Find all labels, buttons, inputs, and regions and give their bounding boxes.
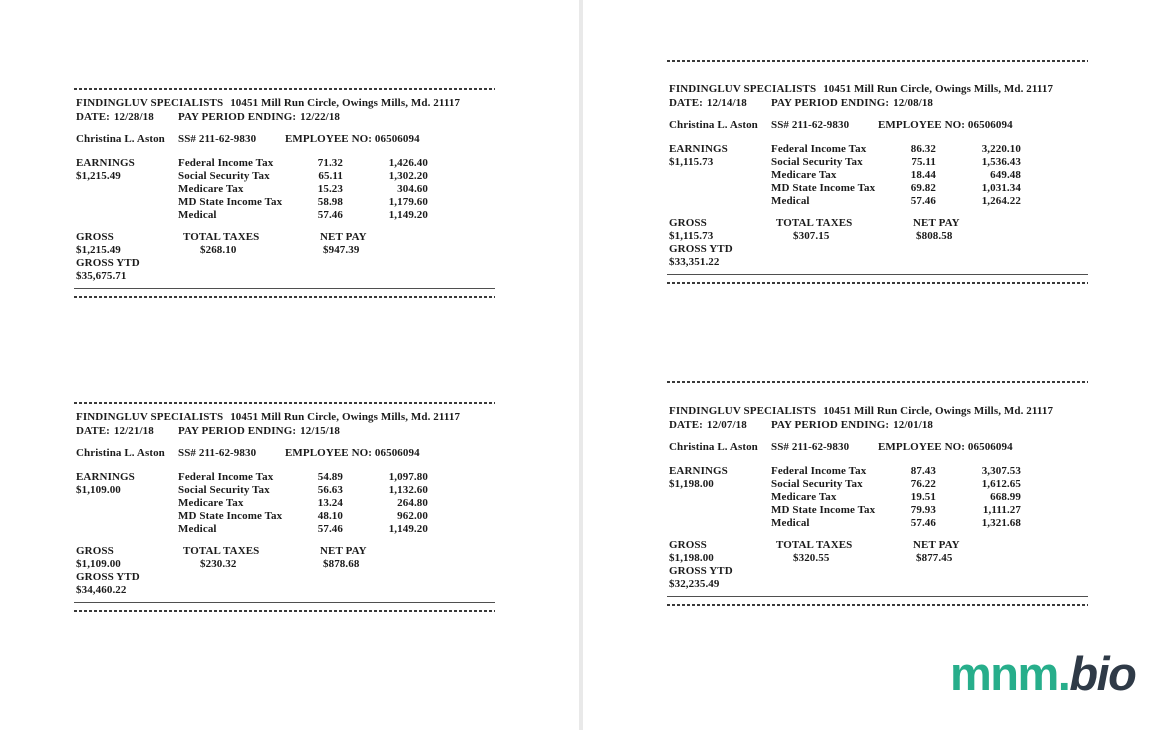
mnm-bio-logo xyxy=(950,647,1136,700)
company-name: FINDINGLUV SPECIALISTS xyxy=(76,411,224,423)
tax-label: Medicare Tax xyxy=(771,491,837,503)
employee-name: Christina L. Aston xyxy=(76,133,165,145)
tax-ytd: 668.99 xyxy=(990,491,1021,503)
employee-ssn: SS# 211-62-9830 xyxy=(771,119,850,131)
gross-ytd-label: GROSS YTD xyxy=(76,257,140,269)
tax-current: 71.32 xyxy=(317,157,343,169)
net-pay-label: NET PAY xyxy=(320,545,367,557)
gross-ytd-value: $32,235.49 xyxy=(669,578,720,590)
tax-current: 18.44 xyxy=(910,169,936,181)
pay-period-label: PAY PERIOD ENDING: xyxy=(178,425,297,437)
tax-current: 54.89 xyxy=(317,471,343,483)
paystub-bottom-left xyxy=(76,411,494,625)
tax-ytd: 649.48 xyxy=(990,169,1021,181)
date-value: 12/28/18 xyxy=(113,111,154,123)
company-address: 10451 Mill Run Circle, Owings Mills, Md. 21117 xyxy=(823,83,1054,95)
tax-current: 65.11 xyxy=(318,170,343,182)
gross-label: GROSS xyxy=(669,217,707,229)
dashed-separator-bottom xyxy=(667,282,1088,284)
total-taxes-label: TOTAL TAXES xyxy=(183,545,260,557)
tax-ytd: 1,264.22 xyxy=(981,195,1021,207)
tax-label: Medical xyxy=(771,517,810,529)
tax-current: 87.43 xyxy=(910,465,936,477)
tax-ytd: 1,111.27 xyxy=(982,504,1021,516)
separator-line xyxy=(74,288,495,289)
tax-current: 19.51 xyxy=(910,491,936,503)
earnings-label: EARNINGS xyxy=(76,157,135,169)
tax-label: MD State Income Tax xyxy=(771,182,876,194)
gross-value: $1,115.73 xyxy=(669,230,714,242)
total-taxes-value: $320.55 xyxy=(793,552,830,564)
tax-ytd: 304.60 xyxy=(397,183,428,195)
tax-current: 57.46 xyxy=(317,523,343,535)
tax-ytd: 264.80 xyxy=(397,497,428,509)
tax-current: 57.46 xyxy=(317,209,343,221)
company-address: 10451 Mill Run Circle, Owings Mills, Md. 21117 xyxy=(823,405,1054,417)
date-label: DATE: xyxy=(669,97,703,109)
tax-ytd: 3,220.10 xyxy=(981,143,1021,155)
tax-ytd: 1,536.43 xyxy=(981,156,1021,168)
pay-period-value: 12/15/18 xyxy=(300,425,341,437)
separator-line xyxy=(667,274,1088,275)
tax-ytd: 1,426.40 xyxy=(388,157,428,169)
earnings-label: EARNINGS xyxy=(669,465,728,477)
tax-label: Medical xyxy=(178,209,217,221)
tax-label: Medicare Tax xyxy=(178,183,244,195)
tax-current: 75.11 xyxy=(911,156,936,168)
logo-bio: bio xyxy=(1069,647,1136,700)
company-line xyxy=(76,411,460,424)
tax-ytd: 1,149.20 xyxy=(388,209,428,221)
tax-ytd: 1,149.20 xyxy=(388,523,428,535)
date-value: 12/21/18 xyxy=(113,425,154,437)
tax-label: Social Security Tax xyxy=(771,478,863,490)
employee-number: EMPLOYEE NO: 06506094 xyxy=(285,133,420,145)
date-line xyxy=(76,111,154,124)
company-name: FINDINGLUV SPECIALISTS xyxy=(76,97,224,109)
tax-label: Medical xyxy=(771,195,810,207)
gross-label: GROSS xyxy=(76,545,114,557)
tax-current: 48.10 xyxy=(317,510,343,522)
pay-period-value: 12/01/18 xyxy=(893,419,934,431)
pay-period-value: 12/22/18 xyxy=(300,111,341,123)
employee-number: EMPLOYEE NO: 06506094 xyxy=(285,447,420,459)
employee-number: EMPLOYEE NO: 06506094 xyxy=(878,119,1013,131)
tax-label: Federal Income Tax xyxy=(178,157,274,169)
company-address: 10451 Mill Run Circle, Owings Mills, Md. 21117 xyxy=(230,97,461,109)
total-taxes-label: TOTAL TAXES xyxy=(183,231,260,243)
pay-period-line xyxy=(771,97,933,110)
gross-ytd-label: GROSS YTD xyxy=(669,243,733,255)
dashed-separator-top xyxy=(74,88,495,90)
tax-current: 56.63 xyxy=(317,484,343,496)
dashed-separator-bottom xyxy=(667,604,1088,606)
net-pay-value: $877.45 xyxy=(916,552,953,564)
tax-ytd: 1,132.60 xyxy=(388,484,428,496)
pay-period-label: PAY PERIOD ENDING: xyxy=(771,97,890,109)
net-pay-value: $878.68 xyxy=(323,558,360,570)
dashed-separator-top xyxy=(667,381,1088,383)
tax-current: 15.23 xyxy=(317,183,343,195)
employee-ssn: SS# 211-62-9830 xyxy=(178,447,257,459)
net-pay-label: NET PAY xyxy=(913,217,960,229)
total-taxes-label: TOTAL TAXES xyxy=(776,217,853,229)
date-line xyxy=(669,419,747,432)
net-pay-label: NET PAY xyxy=(913,539,960,551)
tax-ytd: 1,612.65 xyxy=(981,478,1021,490)
earnings-amount: $1,115.73 xyxy=(669,156,714,168)
paystub-top-right xyxy=(669,83,1087,297)
earnings-label: EARNINGS xyxy=(76,471,135,483)
company-address: 10451 Mill Run Circle, Owings Mills, Md. 21117 xyxy=(230,411,461,423)
date-line xyxy=(76,425,154,438)
date-value: 12/14/18 xyxy=(706,97,747,109)
total-taxes-value: $230.32 xyxy=(200,558,237,570)
tax-label: Social Security Tax xyxy=(178,484,270,496)
total-taxes-label: TOTAL TAXES xyxy=(776,539,853,551)
employee-ssn: SS# 211-62-9830 xyxy=(178,133,257,145)
tax-label: Medicare Tax xyxy=(771,169,837,181)
tax-label: Social Security Tax xyxy=(178,170,270,182)
gross-ytd-value: $35,675.71 xyxy=(76,270,127,282)
tax-label: Federal Income Tax xyxy=(771,465,867,477)
tax-label: MD State Income Tax xyxy=(178,196,283,208)
tax-ytd: 1,302.20 xyxy=(388,170,428,182)
paystub-top-left xyxy=(76,97,494,311)
tax-ytd: 3,307.53 xyxy=(981,465,1021,477)
gross-value: $1,215.49 xyxy=(76,244,121,256)
date-value: 12/07/18 xyxy=(706,419,747,431)
date-line xyxy=(669,97,747,110)
gross-ytd-value: $34,460.22 xyxy=(76,584,127,596)
date-label: DATE: xyxy=(76,425,110,437)
gross-ytd-label: GROSS YTD xyxy=(76,571,140,583)
earnings-amount: $1,215.49 xyxy=(76,170,121,182)
tax-ytd: 1,179.60 xyxy=(388,196,428,208)
tax-current: 57.46 xyxy=(910,517,936,529)
dashed-separator-top xyxy=(74,402,495,404)
page-divider xyxy=(579,0,583,730)
employee-name: Christina L. Aston xyxy=(76,447,165,459)
tax-current: 58.98 xyxy=(317,196,343,208)
pay-period-value: 12/08/18 xyxy=(893,97,934,109)
dashed-separator-bottom xyxy=(74,296,495,298)
earnings-amount: $1,109.00 xyxy=(76,484,121,496)
tax-current: 69.82 xyxy=(910,182,936,194)
employee-number: EMPLOYEE NO: 06506094 xyxy=(878,441,1013,453)
company-line xyxy=(76,97,460,110)
total-taxes-value: $307.15 xyxy=(793,230,830,242)
tax-label: Social Security Tax xyxy=(771,156,863,168)
tax-current: 13.24 xyxy=(317,497,343,509)
separator-line xyxy=(74,602,495,603)
tax-label: MD State Income Tax xyxy=(771,504,876,516)
earnings-label: EARNINGS xyxy=(669,143,728,155)
gross-ytd-value: $33,351.22 xyxy=(669,256,720,268)
date-label: DATE: xyxy=(669,419,703,431)
gross-label: GROSS xyxy=(669,539,707,551)
pay-period-line xyxy=(178,111,340,124)
employee-name: Christina L. Aston xyxy=(669,441,758,453)
logo-mnm: mnm. xyxy=(950,647,1070,700)
tax-ytd: 962.00 xyxy=(397,510,428,522)
tax-label: Medicare Tax xyxy=(178,497,244,509)
company-line xyxy=(669,83,1053,96)
tax-label: Medical xyxy=(178,523,217,535)
gross-value: $1,198.00 xyxy=(669,552,714,564)
dashed-separator-bottom xyxy=(74,610,495,612)
tax-label: Federal Income Tax xyxy=(771,143,867,155)
pay-period-label: PAY PERIOD ENDING: xyxy=(771,419,890,431)
separator-line xyxy=(667,596,1088,597)
tax-current: 79.93 xyxy=(910,504,936,516)
net-pay-value: $947.39 xyxy=(323,244,360,256)
date-label: DATE: xyxy=(76,111,110,123)
pay-period-line xyxy=(178,425,340,438)
employee-name: Christina L. Aston xyxy=(669,119,758,131)
tax-ytd: 1,097.80 xyxy=(388,471,428,483)
company-name: FINDINGLUV SPECIALISTS xyxy=(669,83,817,95)
tax-current: 86.32 xyxy=(910,143,936,155)
gross-value: $1,109.00 xyxy=(76,558,121,570)
earnings-amount: $1,198.00 xyxy=(669,478,714,490)
tax-current: 57.46 xyxy=(910,195,936,207)
net-pay-value: $808.58 xyxy=(916,230,953,242)
dashed-separator-top xyxy=(667,60,1088,62)
gross-ytd-label: GROSS YTD xyxy=(669,565,733,577)
pay-period-label: PAY PERIOD ENDING: xyxy=(178,111,297,123)
company-name: FINDINGLUV SPECIALISTS xyxy=(669,405,817,417)
tax-label: MD State Income Tax xyxy=(178,510,283,522)
tax-label: Federal Income Tax xyxy=(178,471,274,483)
paystub-bottom-right xyxy=(669,405,1087,619)
total-taxes-value: $268.10 xyxy=(200,244,237,256)
tax-current: 76.22 xyxy=(910,478,936,490)
employee-ssn: SS# 211-62-9830 xyxy=(771,441,850,453)
pay-period-line xyxy=(771,419,933,432)
tax-ytd: 1,321.68 xyxy=(981,517,1021,529)
company-line xyxy=(669,405,1053,418)
tax-ytd: 1,031.34 xyxy=(981,182,1021,194)
gross-label: GROSS xyxy=(76,231,114,243)
net-pay-label: NET PAY xyxy=(320,231,367,243)
